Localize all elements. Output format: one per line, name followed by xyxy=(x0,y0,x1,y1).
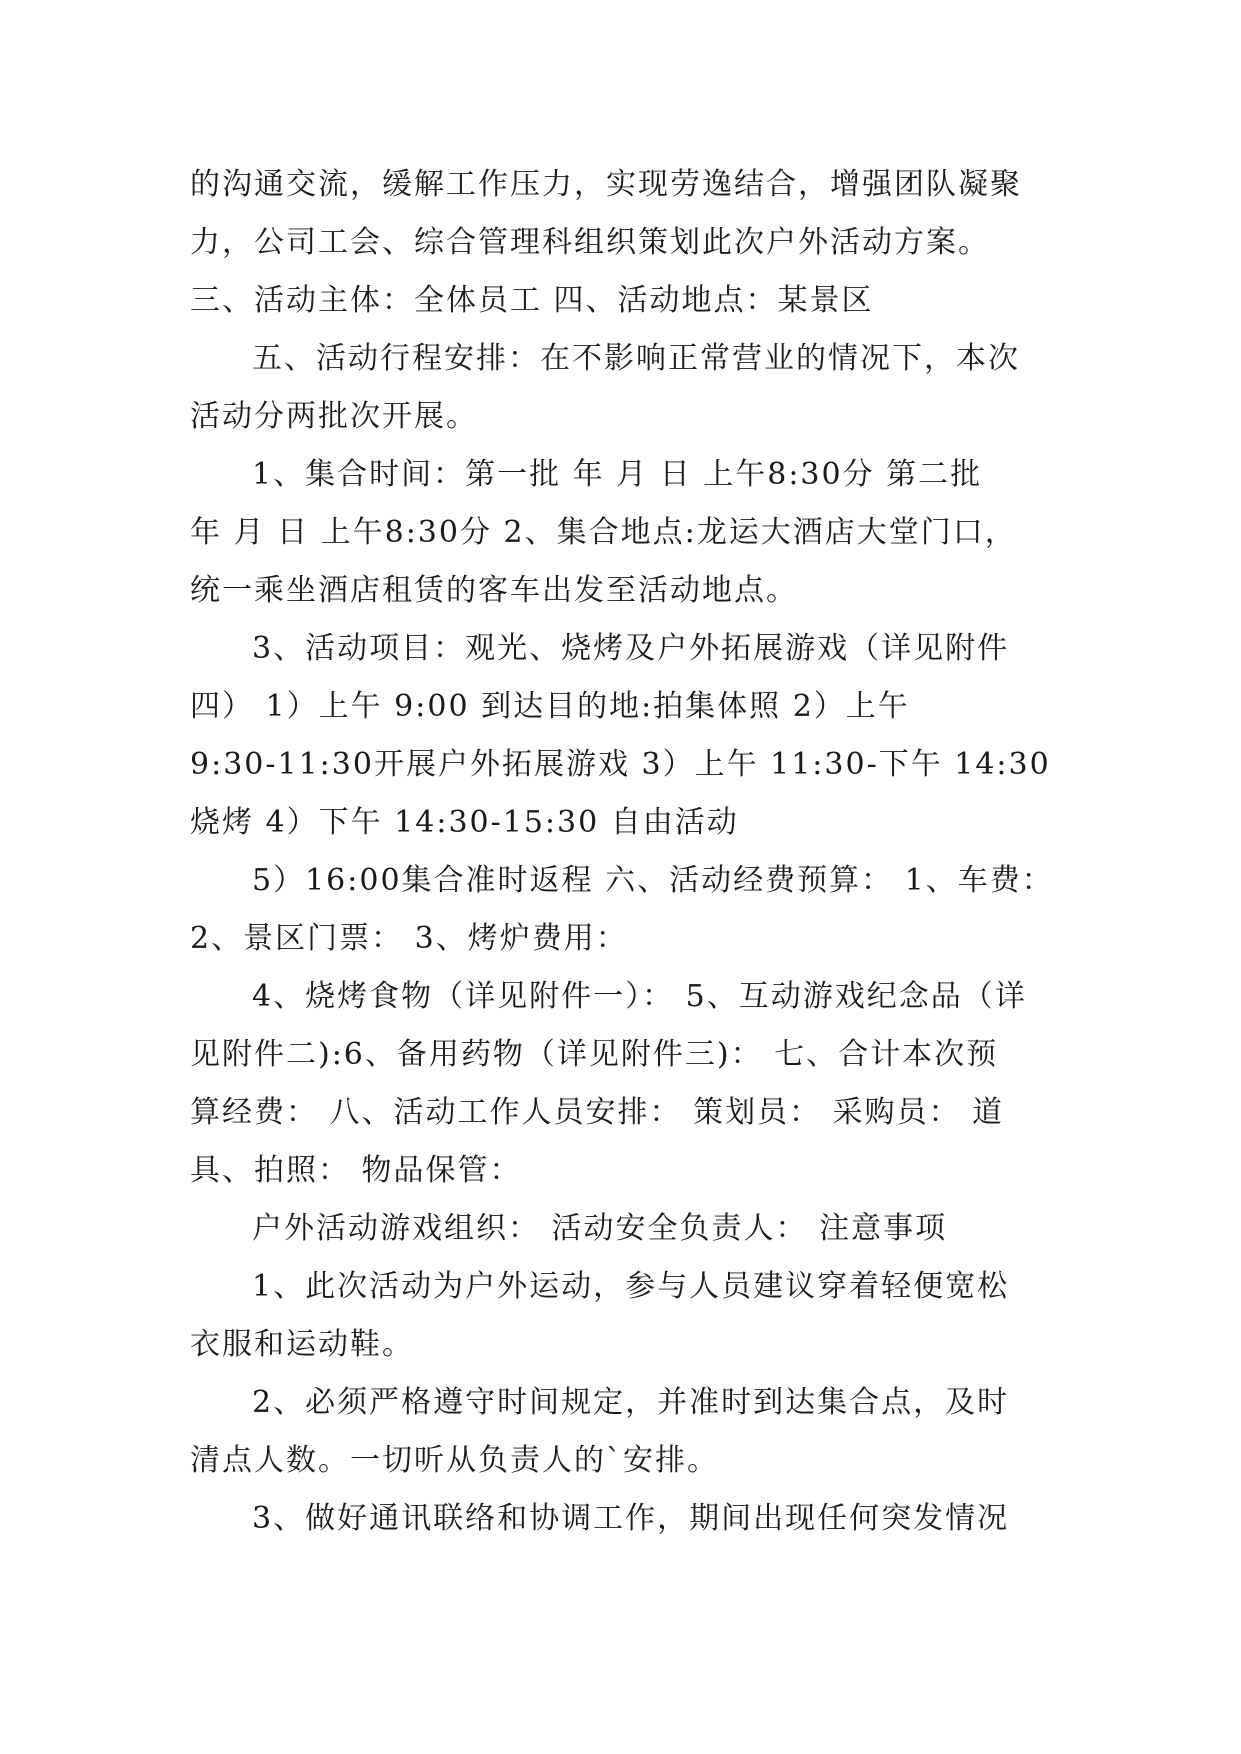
text-line: 五、活动行程安排：在不影响正常营业的情况下，本次 xyxy=(252,341,1020,376)
text-line: 四） 1）上午 9:00 到达目的地:拍集体照 2）上午 xyxy=(190,689,910,724)
text-line: 清点人数。一切听从负责人的`安排。 xyxy=(190,1443,719,1478)
text-line: 4、烧烤食物（详见附件一）： 5、互动游戏纪念品（详 xyxy=(252,979,1027,1014)
text-line: 户外活动游戏组织： 活动安全负责人： 注意事项 xyxy=(252,1211,948,1246)
text-line: 2、必须严格遵守时间规定，并准时到达集合点，及时 xyxy=(252,1385,1010,1420)
text-line: 统一乘坐酒店租赁的客车出发至活动地点。 xyxy=(190,573,798,608)
text-line: 见附件二):6、备用药物（详见附件三)： 七、合计本次预 xyxy=(190,1037,999,1072)
text-line: 1、集合时间：第一批 年 月 日 上午8:30分 第二批 xyxy=(252,457,983,492)
text-line: 1、此次活动为户外运动，参与人员建议穿着轻便宽松 xyxy=(252,1269,1010,1304)
text-line: 的沟通交流，缓解工作压力，实现劳逸结合，增强团队凝聚 xyxy=(190,167,1022,202)
text-line: 力，公司工会、综合管理科组织策划此次户外活动方案。 xyxy=(190,225,990,260)
text-line: 具、拍照： 物品保管： xyxy=(190,1153,522,1188)
text-line: 算经费： 八、活动工作人员安排： 策划员： 采购员： 道 xyxy=(190,1095,1005,1130)
text-line: 3、活动项目：观光、烧烤及户外拓展游戏（详见附件 xyxy=(252,631,1010,666)
text-line: 2、景区门票： 3、烤炉费用： xyxy=(190,921,628,956)
text-line: 9:30-11:30开展户外拓展游戏 3）上午 11:30-下午 14:30 xyxy=(190,747,1051,782)
text-line: 衣服和运动鞋。 xyxy=(190,1327,414,1362)
text-line: 烧烤 4）下午 14:30-15:30 自由活动 xyxy=(190,805,739,840)
text-line: 3、做好通讯联络和协调工作，期间出现任何突发情况 xyxy=(252,1501,1010,1536)
text-line: 年 月 日 上午8:30分 2、集合地点:龙运大酒店大堂门口， xyxy=(190,515,1017,550)
text-line: 5）16:00集合准时返程 六、活动经费预算： 1、车费： xyxy=(252,863,1054,898)
text-line: 活动分两批次开展。 xyxy=(190,399,478,434)
text-line: 三、活动主体：全体员工 四、活动地点：某景区 xyxy=(190,283,874,318)
